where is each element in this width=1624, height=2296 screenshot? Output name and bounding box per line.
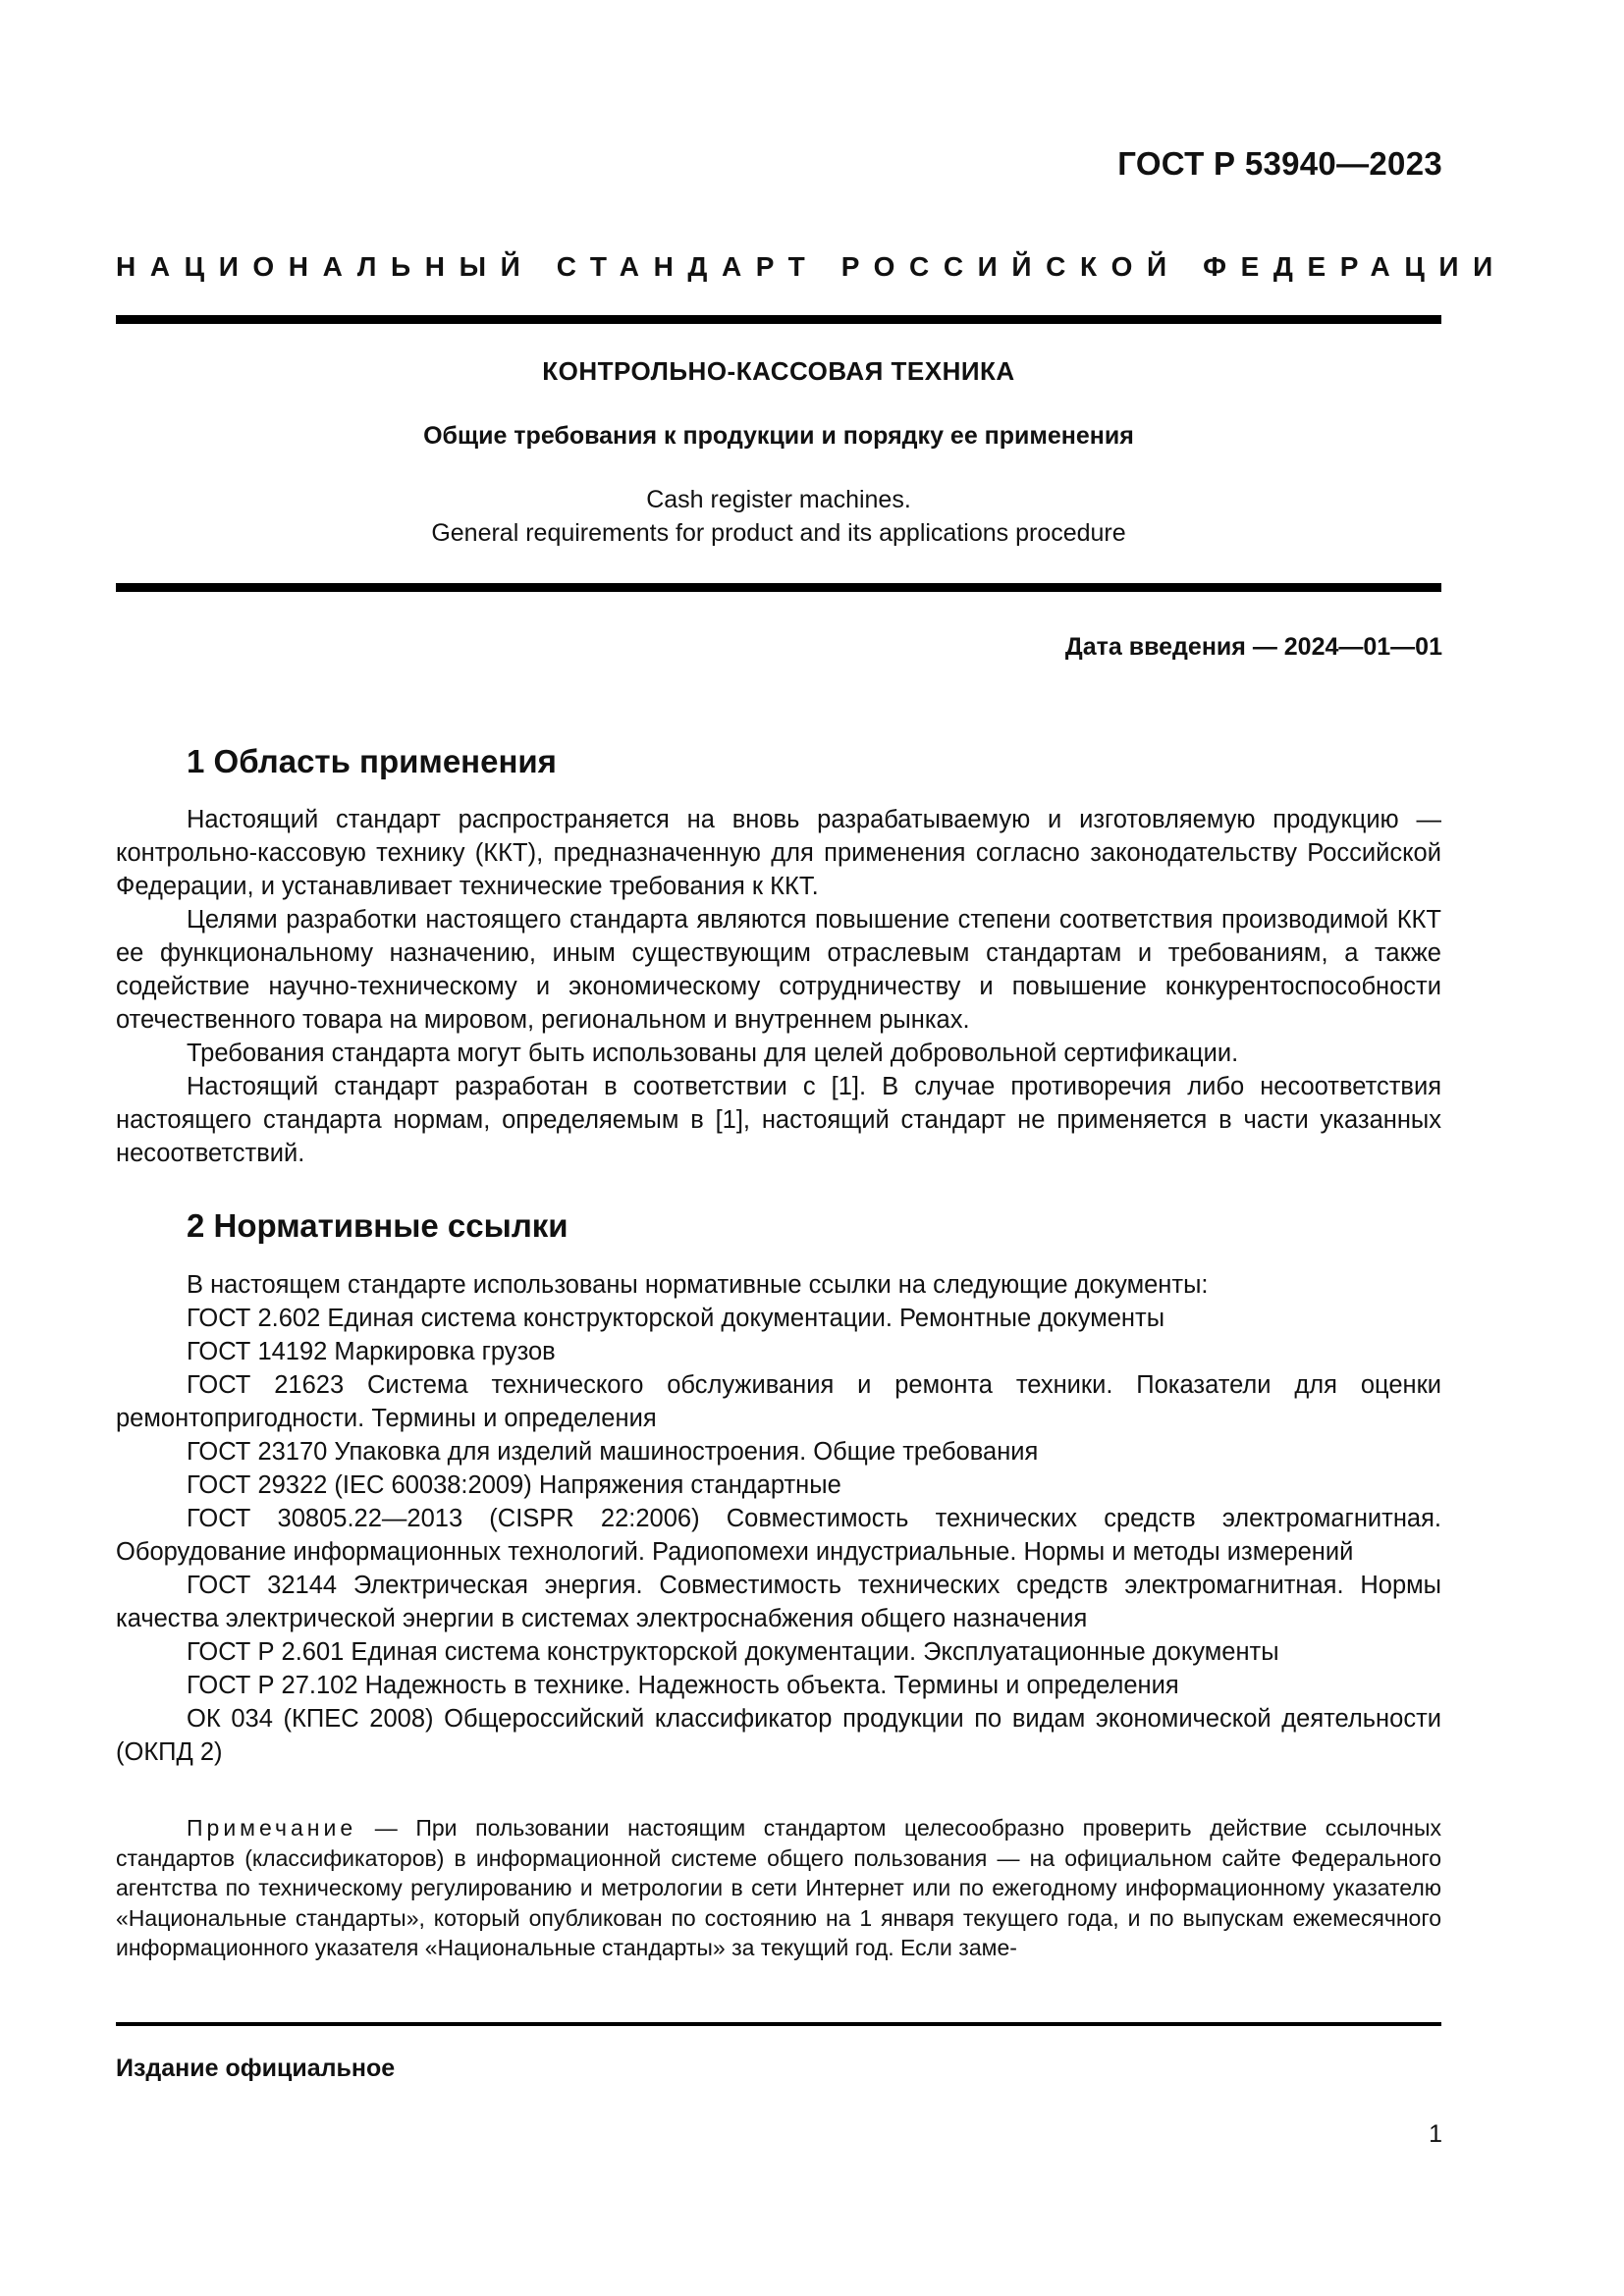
reference-item: ГОСТ Р 27.102 Надежность в технике. Надежность объекта. Термины и определения xyxy=(187,1672,1179,1699)
top-rule xyxy=(116,315,1441,324)
english-title-line-1: Cash register machines. xyxy=(646,486,911,513)
english-title xyxy=(116,483,1441,550)
references-intro: В настоящем стандарте использованы нормативные ссылки на следующие документы: xyxy=(187,1271,1209,1299)
reference-item: ГОСТ 29322 (IEC 60038:2009) Напряжения стандартные xyxy=(187,1471,841,1499)
paragraph: Настоящий стандарт распространяется на вновь разрабатываемую и изготовляемую продукцию — контрольно-кассовую технику (ККТ), предназначенную для применения согласно законодательству Российской Федерации, и устанавливает технические требования к ККТ. xyxy=(116,806,1441,900)
section-1-heading: 1 Область применения xyxy=(187,743,557,779)
paragraph: Настоящий стандарт разработан в соответствии с [1]. В случае противоречия либо несоответствия настоящего стандарта нормам, определяемым в [1], настоящий стандарт не применяется в части указанных несоответствий. xyxy=(116,1073,1441,1167)
title-bottom-rule xyxy=(116,583,1441,592)
page-number: 1 xyxy=(1429,2120,1442,2148)
note-label: Примечание xyxy=(187,1815,357,1841)
reference-item: ГОСТ 2.602 Единая система конструкторской документации. Ремонтные документы xyxy=(187,1305,1165,1332)
document-title: КОНТРОЛЬНО-КАССОВАЯ ТЕХНИКА xyxy=(542,356,1015,386)
reference-item: ГОСТ Р 2.601 Единая система конструкторской документации. Эксплуатационные документы xyxy=(187,1638,1279,1666)
note-text: — При пользовании настоящим стандартом целесообразно проверить действие ссылочных стандартов (классификаторов) в информационной системе общего пользования — на официальном сайте Федерального агентства по техническому регулированию и метрологии в сети Интернет или по ежегодному информационному указателю «Национальные стандарты», который опубликован по состоянию на 1 января текущего года, и по выпускам ежемесячного информационного указателя «Национальные стандарты» за текущий год. Если заме- xyxy=(116,1815,1441,1960)
document-subtitle: Общие требования к продукции и порядку ее применения xyxy=(423,422,1134,450)
reference-item: ГОСТ 32144 Электрическая энергия. Совместимость технических средств электромагнитная. Нормы качества электрической энергии в системах электроснабжения общего назначения xyxy=(116,1572,1441,1632)
national-standard-banner: НАЦИОНАЛЬНЫЙ СТАНДАРТ РОССИЙСКОЙ ФЕДЕРАЦИИ xyxy=(116,251,1507,282)
official-edition-label: Издание официальное xyxy=(116,2055,396,2082)
reference-item: ГОСТ 30805.22—2013 (CISPR 22:2006) Совместимость технических средств электромагнитная. Оборудование информационных технологий. Радиопомехи индустриальные. Нормы и методы измерений xyxy=(116,1505,1441,1566)
footer-rule xyxy=(116,2022,1441,2026)
reference-item: ГОСТ 23170 Упаковка для изделий машиностроения. Общие требования xyxy=(187,1438,1039,1466)
reference-item: ГОСТ 21623 Система технического обслуживания и ремонта техники. Показатели для оценки ремонтопригодности. Термины и определения xyxy=(116,1371,1441,1432)
reference-item: ГОСТ 14192 Маркировка грузов xyxy=(187,1338,556,1365)
document-id: ГОСТ Р 53940—2023 xyxy=(1117,145,1442,182)
section-1-body xyxy=(116,803,1441,1170)
english-title-line-2: General requirements for product and its applications procedure xyxy=(431,519,1126,547)
introduction-date: Дата введения — 2024—01—01 xyxy=(1064,633,1442,661)
paragraph: Целями разработки настоящего стандарта являются повышение степени соответствия производимой ККТ ее функциональному назначению, иным существующим отраслевым стандартам и требованиям, а также содействие научно-техническому и экономическому сотрудничеству и повышение конкурентоспособности отечественного товара на мировом, региональном и внутреннем рынках. xyxy=(116,906,1441,1034)
paragraph: Требования стандарта могут быть использованы для целей добровольной сертификации. xyxy=(187,1040,1239,1067)
reference-item: ОК 034 (КПЕС 2008) Общероссийский классификатор продукции по видам экономической деятельности (ОКПД 2) xyxy=(116,1705,1441,1766)
section-2-heading: 2 Нормативные ссылки xyxy=(187,1207,568,1244)
note xyxy=(116,1813,1441,1963)
normative-references xyxy=(116,1268,1441,1769)
